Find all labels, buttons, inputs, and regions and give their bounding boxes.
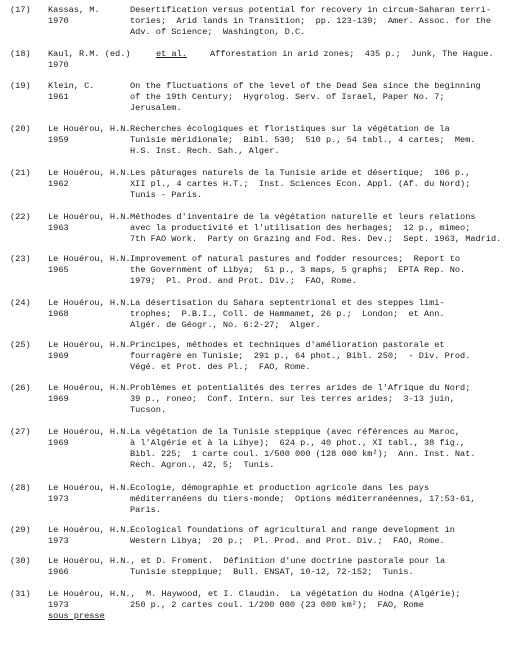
entry-year: 1973: [48, 494, 69, 504]
entry-et-al: et al.: [156, 49, 187, 59]
entry-text-line: fourragère en Tunisie; 291 p., 64 phot., Bibl. 250; - Div. Prod.: [130, 351, 471, 361]
entry-text-line: Jerusalem.: [130, 103, 182, 113]
entry-text-line: La désertisation du Sahara septentrional et des steppes limi-: [130, 298, 445, 308]
entry-text-line: On the fluctuations of the level of the Dead Sea since the beginning: [130, 81, 481, 91]
entry-text-line: Principes, méthodes et techniques d'amélioration pastorale et: [130, 340, 445, 350]
entry-text-line: La végétation du Hodna (Algérie);: [290, 589, 461, 599]
entry-author: Le Houérou, H.N.: [48, 254, 131, 264]
entry-text-line: méditerranéens du tiers-monde; Options méditerranéennes, 17:53-61,: [130, 494, 476, 504]
entry-number: (29): [10, 525, 31, 535]
entry-year: 1970: [48, 60, 69, 70]
entry-text-line: avec la productivité et l'utilisation des herbages; 12 p., mimeo;: [130, 223, 471, 233]
entry-text-line: à l'Algérie et à la Libye); 624 p., 40 phot., XI tabl., 38 fig.,: [130, 438, 466, 448]
entry-number: (24): [10, 298, 31, 308]
entry-author: Le Houérou, H.N.: [48, 124, 131, 134]
entry-text-line: Rech. Agron., 42, 5; Tunis.: [130, 460, 275, 470]
entry-year: 1965: [48, 265, 69, 275]
entry-text-line: Desertification versus potential for recovery in circum-Saharan terri-: [130, 5, 491, 15]
entry-text-line: Afforestation in arid zones; 435 p.; Junk, The Hague.: [210, 49, 494, 59]
entry-text-line: Ecological foundations of agricultural and range development in: [130, 525, 455, 535]
entry-year: 1966: [48, 567, 69, 577]
entry-text-line: 250 p., 2 cartes coul. 1/200 000 (23 000 km²); FAO, Rome: [130, 600, 424, 610]
entry-author: Kassas, M.: [48, 5, 100, 15]
entry-year: 1969: [48, 438, 69, 448]
entry-author: Le Houérou, H.N.: [48, 383, 131, 393]
entry-year: 1963: [48, 223, 69, 233]
entry-year: 1968: [48, 309, 69, 319]
entry-text-line: Algér. de Géogr., No. 6:2-27; Alger.: [130, 320, 321, 330]
entry-author: Le Houérou, H.N.: [48, 298, 131, 308]
entry-year: 1969: [48, 394, 69, 404]
entry-text-line: Paris.: [130, 505, 161, 515]
entry-text-line: La végétation de la Tunisie steppique (avec références au Maroc,: [130, 427, 461, 437]
entry-text-line: H.S. Inst. Rech. Sah., Alger.: [130, 146, 280, 156]
entry-number: (21): [10, 168, 31, 178]
entry-text-line: Les pâturages naturels de la Tunisie aride et désertique; 106 p.,: [130, 168, 471, 178]
entry-number: (22): [10, 212, 31, 222]
entry-first-line: [48, 589, 461, 600]
entry-author: Le Houérou, H.N.: [48, 340, 131, 350]
entry-author: Kaul, R.M. (ed.): [48, 49, 131, 59]
entry-author: Le Houérou, H.N.: [48, 525, 131, 535]
entry-text-line: Tunis - Paris.: [130, 190, 203, 200]
entry-first-line: [48, 556, 445, 567]
entry-author: Le Houérou, H.N.: [48, 483, 131, 493]
entry-year: 1969: [48, 351, 69, 361]
entry-text-line: 7th FAO Work. Party on Grazing and Fod. Res. Dev.; Sept. 1963, Madrid.: [130, 234, 502, 244]
entry-number: (26): [10, 383, 31, 393]
entry-text-line: Adv. of Science; Washington, D.C.: [130, 27, 306, 37]
entry-author: Le Houérou, H.N.: [48, 212, 131, 222]
entry-number: (28): [10, 483, 31, 493]
entry-text-line: Recherches écologiques et floristiques sur la végétation de la: [130, 124, 450, 134]
entry-year: 1970: [48, 16, 69, 26]
entry-number: (30): [10, 556, 31, 566]
entry-author: Le Houérou, H.N., M. Haywood, et I. Claudin.: [48, 589, 281, 599]
entry-author: Klein, C.: [48, 81, 95, 91]
entry-number: (23): [10, 254, 31, 264]
entry-text-line: Tunisie steppique; Bull. ENSAT, 10-12, 72-152; Tunis.: [130, 567, 414, 577]
entry-number: (20): [10, 124, 31, 134]
entry-text-line: Western Libya; 20 p.; Pl. Prod. and Prot. Div.; FAO, Rome.: [130, 536, 445, 546]
entry-text-line: Problèmes et potentialités des terres arides de l'Afrique du Nord;: [130, 383, 471, 393]
entry-text-line: Improvement of natural pastures and fodder resources; Report to: [130, 254, 461, 264]
entry-number: (27): [10, 427, 31, 437]
entry-year: 1973: [48, 600, 69, 610]
entry-text-line: XII pl., 4 cartes H.T.; Inst. Sciences Econ. Appl. (Af. du Nord);: [130, 179, 471, 189]
entry-year: 1962: [48, 179, 69, 189]
entry-text-line: 1979; Pl. Prod. and Prot. Div.; FAO, Rome.: [130, 276, 357, 286]
entry-text-line: Bibl. 225; 1 carte coul. 1/500 000 (128 000 km²); Ann. Inst. Nat.: [130, 449, 476, 459]
entry-number: (19): [10, 81, 31, 91]
entry-text-line: Méthodes d'inventaire de la végétation naturelle et leurs relations: [130, 212, 476, 222]
entry-text-line: tories; Arid lands in Transition; pp. 123-139; Amer. Assoc. for the: [130, 16, 491, 26]
entry-year: 1959: [48, 135, 69, 145]
entry-text-line: Tucson.: [130, 405, 167, 415]
entry-text-line: Ecologie, démographie et production agricole dans les pays: [130, 483, 430, 493]
entry-text-line: of the 19th Century; Hygrolog. Serv. of Israel, Paper No. 7;: [130, 92, 445, 102]
entry-number: (25): [10, 340, 31, 350]
entry-year: 1973: [48, 536, 69, 546]
entry-number: (18): [10, 49, 31, 59]
entry-text-line: Végé. et Prot. des Pl.; FAO, Rome.: [130, 362, 311, 372]
entry-text-line: trophes; P.B.I., Coll. de Hammamet, 26 p.; London; et Ann.: [130, 309, 445, 319]
entry-author: Le Houérou, H.N.: [48, 168, 131, 178]
entry-author: Le Houérou, H.N.: [48, 427, 131, 437]
entry-text-line: Définition d'une doctrine pastorale pour la: [223, 556, 446, 566]
entry-author: Le Houérou, H.N., et D. Froment.: [48, 556, 214, 566]
entry-text-line: the Government of Libya; 51 p., 3 maps, 5 graphs; EPTA Rep. No.: [130, 265, 466, 275]
entry-year: 1961: [48, 92, 69, 102]
entry-text-line: 39 p., roneo; Conf. Intern. sur les terres arides; 3-13 juin,: [130, 394, 455, 404]
entry-note: sous presse: [48, 611, 105, 621]
entry-number: (17): [10, 5, 31, 15]
entry-number: (31): [10, 589, 31, 599]
entry-text-line: Tunisie méridionale; Bibl. 530; 510 p., 54 tabl., 4 cartes; Mem.: [130, 135, 476, 145]
